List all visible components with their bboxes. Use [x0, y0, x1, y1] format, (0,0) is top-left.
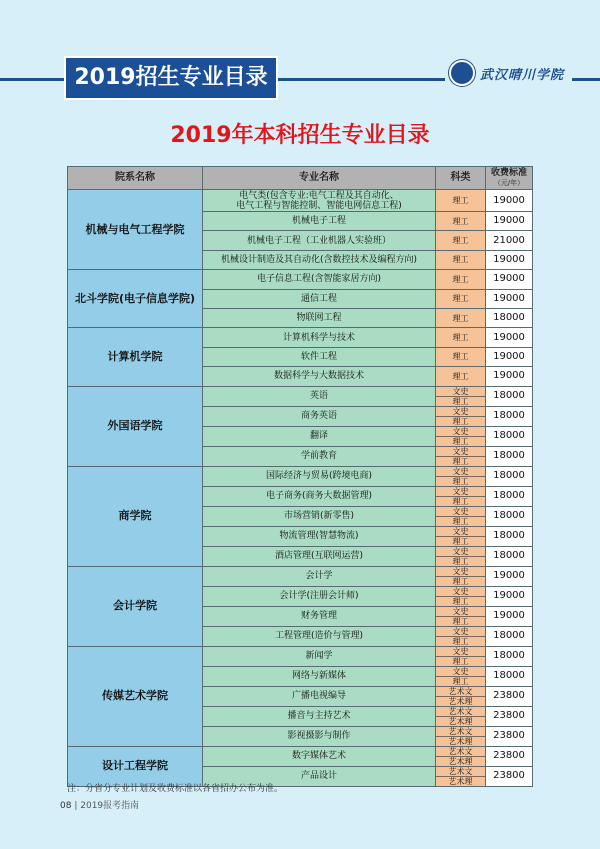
category-label: 文史	[452, 486, 469, 496]
category-label: 文史	[452, 626, 469, 636]
fee-cell: 19000	[486, 328, 533, 347]
table-body	[68, 190, 533, 787]
category-label: 艺术理	[436, 716, 485, 726]
category-cell	[436, 231, 486, 250]
category-label: 艺术理	[436, 776, 485, 786]
category-cell	[436, 626, 486, 646]
major-name: 电子商务(商务大数据管理)	[265, 491, 373, 502]
major-cell	[203, 506, 436, 526]
major-name: 产品设计	[300, 771, 337, 782]
fee-cell: 18000	[486, 646, 533, 666]
category-cell	[436, 726, 486, 746]
fee-cell: 19000	[486, 212, 533, 231]
majors-table	[67, 166, 533, 787]
header-category: 科类	[436, 167, 486, 190]
major-name: 电气类(包含专业:电气工程及其自动化、	[239, 190, 399, 201]
category-label: 艺术理	[436, 736, 485, 746]
dept-cell: 商学院	[68, 466, 203, 566]
fee-cell: 18000	[486, 486, 533, 506]
major-name: 国际经济与贸易(跨境电商)	[265, 471, 373, 482]
fee-cell: 19000	[486, 606, 533, 626]
category-label: 理工	[436, 556, 485, 566]
fee-cell: 19000	[486, 289, 533, 308]
major-cell	[203, 646, 436, 666]
fee-cell: 23800	[486, 746, 533, 766]
dept-cell: 外国语学院	[68, 386, 203, 466]
fee-cell: 23800	[486, 686, 533, 706]
table-row	[68, 746, 533, 766]
category-label: 艺术文	[448, 726, 473, 736]
category-label: 理工	[436, 396, 485, 406]
category-cell	[436, 586, 486, 606]
major-cell	[203, 426, 436, 446]
major-name: 网络与新媒体	[291, 671, 346, 682]
major-name: 播音与主持艺术	[287, 711, 351, 722]
category-label: 理工	[452, 294, 469, 304]
category-label: 理工	[436, 636, 485, 646]
page-title: 2019年本科招生专业目录	[170, 123, 430, 148]
major-cell	[203, 486, 436, 506]
category-label: 理工	[436, 576, 485, 586]
major-cell	[203, 328, 436, 347]
major-name: 计算机科学与技术	[282, 332, 355, 343]
major-cell	[203, 347, 436, 366]
major-name: 新闻学	[305, 651, 333, 662]
category-label: 文史	[452, 446, 469, 456]
category-label: 理工	[452, 255, 469, 265]
major-cell	[203, 231, 436, 250]
category-cell	[436, 526, 486, 546]
major-cell	[203, 386, 436, 406]
footer-text: 2019报考指南	[80, 801, 140, 811]
category-label: 理工	[436, 616, 485, 626]
category-label: 文史	[452, 506, 469, 516]
fee-cell: 23800	[486, 766, 533, 786]
category-label: 理工	[452, 371, 469, 381]
category-label: 理工	[436, 676, 485, 686]
category-label: 理工	[436, 416, 485, 426]
dept-cell: 传媒艺术学院	[68, 646, 203, 746]
category-label: 文史	[452, 386, 469, 396]
header-dept: 院系名称	[68, 167, 203, 190]
fee-cell: 18000	[486, 666, 533, 686]
major-name: 物联网工程	[296, 313, 342, 324]
fee-cell: 18000	[486, 506, 533, 526]
major-cell	[203, 526, 436, 546]
category-label: 文史	[452, 406, 469, 416]
fee-cell: 19000	[486, 566, 533, 586]
major-cell	[203, 406, 436, 426]
dept-cell: 北斗学院(电子信息学院)	[68, 270, 203, 328]
major-cell	[203, 270, 436, 289]
category-label: 艺术文	[448, 706, 473, 716]
category-cell	[436, 347, 486, 366]
category-label: 文史	[452, 646, 469, 656]
category-label: 理工	[436, 456, 485, 466]
category-cell	[436, 190, 486, 212]
major-cell	[203, 367, 436, 386]
major-name: 软件工程	[300, 351, 337, 362]
dept-cell: 机械与电气工程学院	[68, 190, 203, 270]
category-cell	[436, 446, 486, 466]
school-logo	[445, 60, 572, 86]
category-cell	[436, 328, 486, 347]
major-cell	[203, 308, 436, 327]
major-cell	[203, 666, 436, 686]
fee-cell: 19000	[486, 250, 533, 269]
major-name: 商务英语	[300, 411, 337, 422]
category-label: 文史	[452, 526, 469, 536]
category-cell	[436, 566, 486, 586]
category-cell	[436, 666, 486, 686]
major-name: 财务管理	[300, 611, 337, 622]
category-label: 艺术文	[448, 686, 473, 696]
category-cell	[436, 406, 486, 426]
category-label: 文史	[452, 606, 469, 616]
table-header-row	[68, 167, 533, 190]
category-label: 理工	[436, 496, 485, 506]
fee-cell: 18000	[486, 466, 533, 486]
major-cell	[203, 586, 436, 606]
major-cell	[203, 212, 436, 231]
category-cell	[436, 686, 486, 706]
major-name: 机械电子工程	[291, 216, 346, 227]
category-cell	[436, 466, 486, 486]
fee-cell: 18000	[486, 308, 533, 327]
fee-cell: 18000	[486, 426, 533, 446]
category-label: 理工	[436, 476, 485, 486]
major-name: 数字媒体艺术	[291, 751, 346, 762]
category-cell	[436, 270, 486, 289]
major-name: 数据科学与大数据技术	[273, 371, 364, 382]
major-cell	[203, 250, 436, 269]
category-label: 艺术文	[448, 766, 473, 776]
major-name: 学前教育	[300, 451, 337, 462]
dept-cell: 设计工程学院	[68, 746, 203, 786]
category-label: 艺术理	[436, 756, 485, 766]
major-name: 电子信息工程(含智能家居方向)	[256, 274, 382, 285]
header-fee-label: 收费标准	[490, 168, 527, 178]
category-label: 理工	[452, 236, 469, 246]
major-cell	[203, 289, 436, 308]
major-cell	[203, 566, 436, 586]
category-cell	[436, 289, 486, 308]
major-name: 机械设计制造及其自动化(含数控技术及编程方向)	[220, 254, 418, 265]
major-name: 通信工程	[300, 293, 337, 304]
category-label: 文史	[452, 426, 469, 436]
school-name: 武汉晴川学院	[480, 67, 565, 83]
dept-cell: 会计学院	[68, 566, 203, 646]
dept-cell: 计算机学院	[68, 328, 203, 386]
major-name: 会计学(注册会计师)	[279, 591, 359, 602]
major-cell	[203, 726, 436, 746]
category-label: 理工	[436, 596, 485, 606]
fee-cell: 19000	[486, 367, 533, 386]
major-name: 工程管理(造价与管理)	[274, 631, 364, 642]
fee-cell: 19000	[486, 270, 533, 289]
category-label: 理工	[436, 656, 485, 666]
header-fee-unit: （元/年）	[493, 179, 525, 187]
major-name: 翻译	[309, 431, 328, 442]
major-cell	[203, 190, 436, 212]
major-name: 广播电视编导	[291, 691, 346, 702]
category-cell	[436, 746, 486, 766]
footer-separator: |	[74, 801, 78, 811]
header-major: 专业名称	[203, 167, 436, 190]
fee-cell: 18000	[486, 526, 533, 546]
fee-cell: 18000	[486, 626, 533, 646]
major-name: 机械电子工程（工业机器人实验班）	[246, 235, 391, 246]
table-row	[68, 386, 533, 406]
fee-cell: 21000	[486, 231, 533, 250]
category-cell	[436, 606, 486, 626]
category-cell	[436, 212, 486, 231]
category-label: 艺术文	[448, 746, 473, 756]
section-title: 2019招生专业目录	[64, 56, 278, 100]
category-cell	[436, 766, 486, 786]
major-cell	[203, 686, 436, 706]
major-cell	[203, 706, 436, 726]
table-row	[68, 566, 533, 586]
fee-cell: 23800	[486, 706, 533, 726]
category-cell	[436, 426, 486, 446]
category-label: 理工	[436, 436, 485, 446]
page-header	[0, 56, 600, 100]
major-name: 电气工程与智能控制、智能电网信息工程)	[236, 200, 402, 211]
category-label: 文史	[452, 546, 469, 556]
page-number: 08	[60, 801, 72, 811]
category-cell	[436, 506, 486, 526]
fee-cell: 19000	[486, 586, 533, 606]
fee-cell: 18000	[486, 546, 533, 566]
category-label: 理工	[436, 536, 485, 546]
table-row	[68, 270, 533, 289]
major-name: 物流管理(智慧物流)	[279, 531, 359, 542]
category-label: 文史	[452, 586, 469, 596]
major-cell	[203, 626, 436, 646]
major-cell	[203, 446, 436, 466]
major-name: 影视摄影与制作	[287, 731, 351, 742]
fee-cell: 19000	[486, 347, 533, 366]
header-fee	[486, 167, 533, 190]
fee-cell: 18000	[486, 446, 533, 466]
fee-cell: 23800	[486, 726, 533, 746]
table-row	[68, 328, 533, 347]
fee-cell: 18000	[486, 406, 533, 426]
major-name: 酒店管理(互联网运营)	[274, 551, 364, 562]
category-label: 文史	[452, 666, 469, 676]
major-name: 市场营销(新零售)	[283, 511, 355, 522]
category-label: 理工	[452, 313, 469, 323]
fee-cell: 19000	[486, 190, 533, 212]
category-cell	[436, 486, 486, 506]
category-cell	[436, 706, 486, 726]
category-label: 理工	[436, 516, 485, 526]
category-label: 理工	[452, 352, 469, 362]
major-cell	[203, 746, 436, 766]
category-cell	[436, 386, 486, 406]
category-cell	[436, 367, 486, 386]
table-row	[68, 466, 533, 486]
major-name: 英语	[309, 391, 328, 402]
table-row	[68, 646, 533, 666]
category-cell	[436, 308, 486, 327]
page-footer	[60, 798, 139, 811]
category-cell	[436, 250, 486, 269]
fee-cell: 18000	[486, 386, 533, 406]
major-cell	[203, 546, 436, 566]
major-name: 会计学	[305, 571, 333, 582]
major-cell	[203, 606, 436, 626]
category-label: 艺术理	[436, 696, 485, 706]
category-label: 理工	[452, 196, 469, 205]
footnote: 注：分省分专业计划及收费标准以各省招办公布为准。	[67, 784, 284, 794]
category-cell	[436, 646, 486, 666]
category-label: 理工	[452, 333, 469, 343]
school-seal-icon	[449, 60, 475, 86]
category-label: 理工	[452, 274, 469, 284]
category-label: 理工	[452, 216, 469, 226]
major-cell	[203, 466, 436, 486]
category-cell	[436, 546, 486, 566]
category-label: 文史	[452, 466, 469, 476]
table-row	[68, 190, 533, 212]
category-label: 文史	[452, 566, 469, 576]
